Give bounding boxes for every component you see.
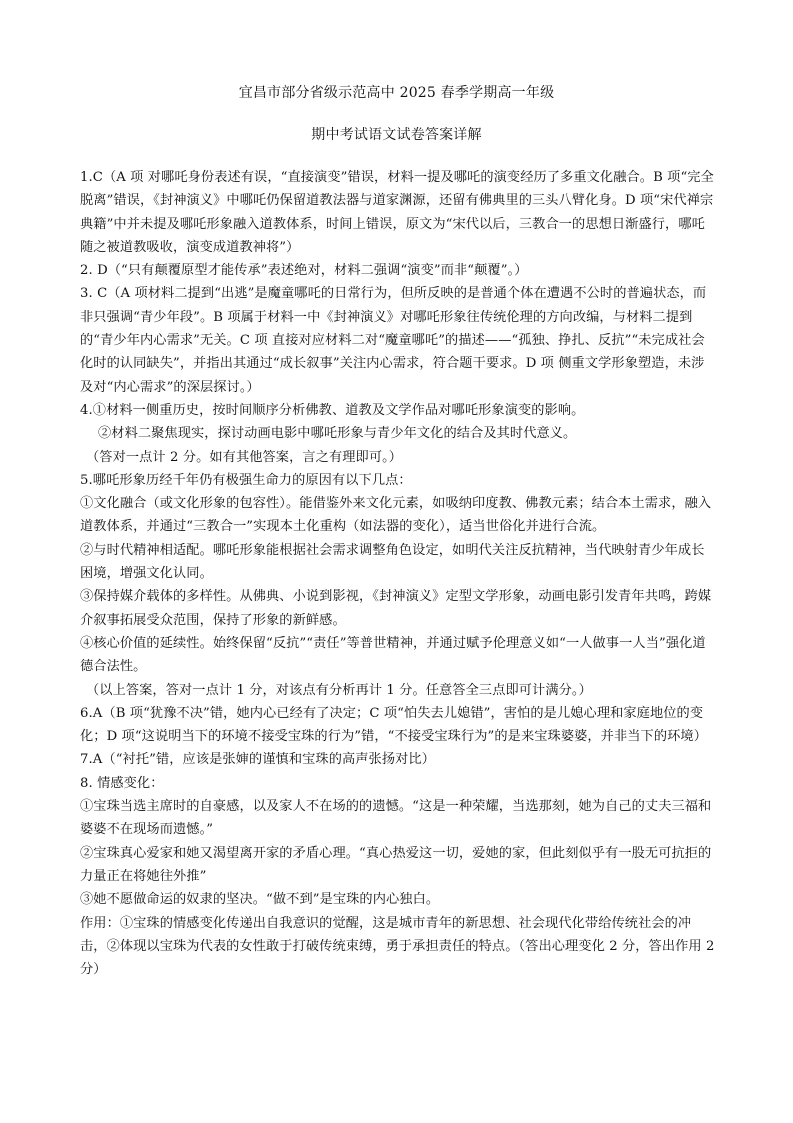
answer-q8-point1: ①宝珠当选主席时的自豪感，以及家人不在场的的遗憾。“这是一种荣耀，当选那刻，她为自己的丈夫三福和婆婆不在现场而遗憾。”: [80, 799, 712, 838]
answer-q8-effect: 作用：①宝珠的情感变化传递出自我意识的觉醒，这是城市青年的新思想、社会现代化带给传统社会的冲击，②体现以宝珠为代表的女性敢于打破传统束缚，勇于承担责任的特点。（答出心理变化 2 分，答出作用 2 分）: [80, 915, 715, 978]
answer-q3: 3. C（A 项材料二提到“出逃”是魔童哪吒的日常行为，但所反映的是普通个体在遭遇不公时的普遍状态，而非只强调“青少年段”。B 项属于材料一中《封神演义》对哪吒形象往传统伦理的方向改编，与材料二提到的“青少年内心需求”无关。C 项 直接对应材料二对“魔童哪吒”的描述——“孤独、挣扎、反抗”“未完成社会化时的认同缺失”，并指出其通过“成长叙事”关注内心需求，符合题干要求。D 项 侧重文学形象塑造，未涉及对“内心需求”的深层探讨。）: [80, 286, 707, 395]
answer-q7: 7.A（“衬托”错，应该是张婶的谨慎和宝珠的高声张扬对比）: [80, 752, 435, 768]
answer-q5-point4: ④核心价值的延续性。始终保留“反抗”“责任”等普世精神，并通过赋予伦理意义如“一人做事一人当”强化道德合法性。: [80, 635, 706, 675]
answer-q8-point3: ③她不愿做命运的奴隶的坚决。“做不到”是宝珠的内心独白。: [80, 892, 440, 908]
answer-q8-point2: ②宝珠真心爱家和她又渴望离开家的矛盾心理。“真心热爱这一切，爱她的家，但此刻似乎有一股无可抗拒的力量正在将她往外推”: [80, 845, 712, 884]
answer-q1: 1.C（A 项 对哪吒身份表述有误，“直接演变”错误，材料一提及哪吒的演变经历了多重文化融合。B 项“完全脱离”错误，《封神演义》中哪吒仍保留道教法器与道家渊源，还留有佛典里的三头八臂化身。D 项“宋代禅宗典籍”中并未提及哪吒形象融入道教体系，时间上错误，原文为“宋代以后，三教合一的思想日渐盛行，哪吒随之被道教吸收，演变成道教神将”）: [80, 170, 714, 255]
document-subtitle: 期中考试语文试卷答案详解: [311, 127, 482, 143]
answer-q4-scoring: （答对一点计 2 分。如有其他答案，言之有理即可。）: [86, 449, 403, 465]
answer-q5-point3: ③保持媒介载体的多样性。从佛典、小说到影视，《封神演义》定型文学形象，动画电影引发青年共鸣，跨媒介叙事拓展受众范围，保持了形象的新鲜感。: [80, 589, 712, 628]
answer-q5-intro: 5.哪吒形象历经千年仍有极强生命力的原因有以下几点：: [80, 472, 412, 488]
document-title: 宜昌市部分省级示范高中 2025 春季学期高一年级: [238, 85, 555, 101]
answer-q8-heading: 8. 情感变化：: [80, 775, 164, 791]
answer-q4-point2: ②材料二聚焦现实，探讨动画电影中哪吒形象与青少年文化的结合及其时代意义。: [98, 426, 577, 442]
answer-q4-point1: 4.①材料一侧重历史，按时间顺序分析佛教、道教及文学作品对哪吒形象演变的影响。: [80, 402, 585, 418]
answer-q5-point2: ②与时代精神相适配。哪吒形象能根据社会需求调整角色设定，如明代关注反抗精神，当代映射青少年成长困境，增强文化认同。: [80, 542, 705, 582]
answer-q2: 2. D（“只有颠覆原型才能传承”表述绝对，材料二强调“演变”而非“颠覆”。）: [80, 263, 528, 279]
answer-content: [80, 166, 716, 981]
answer-q5-point1: ①文化融合（或文化形象的包容性）。能借鉴外来文化元素，如吸纳印度教、佛教元素；结合本土需求，融入道教体系，并通过“三教合一”实现本土化重构（如法器的变化），适当世俗化并进行合流。: [80, 496, 712, 535]
answer-q5-scoring: （以上答案，答对一点计 1 分，对该点有分析再计 1 分。任意答全三点即可计满分。）: [86, 682, 592, 698]
answer-q6: 6.A（B 项“犹豫不决”错，她内心已经有了决定；C 项“怕失去儿媳错”，害怕的是儿媳心理和家庭地位的变化；D 项“这说明当下的环境不接受宝珠的行为”错，“不接受宝珠行为”的是来宝珠婆婆，并非当下的环境）: [80, 705, 707, 745]
